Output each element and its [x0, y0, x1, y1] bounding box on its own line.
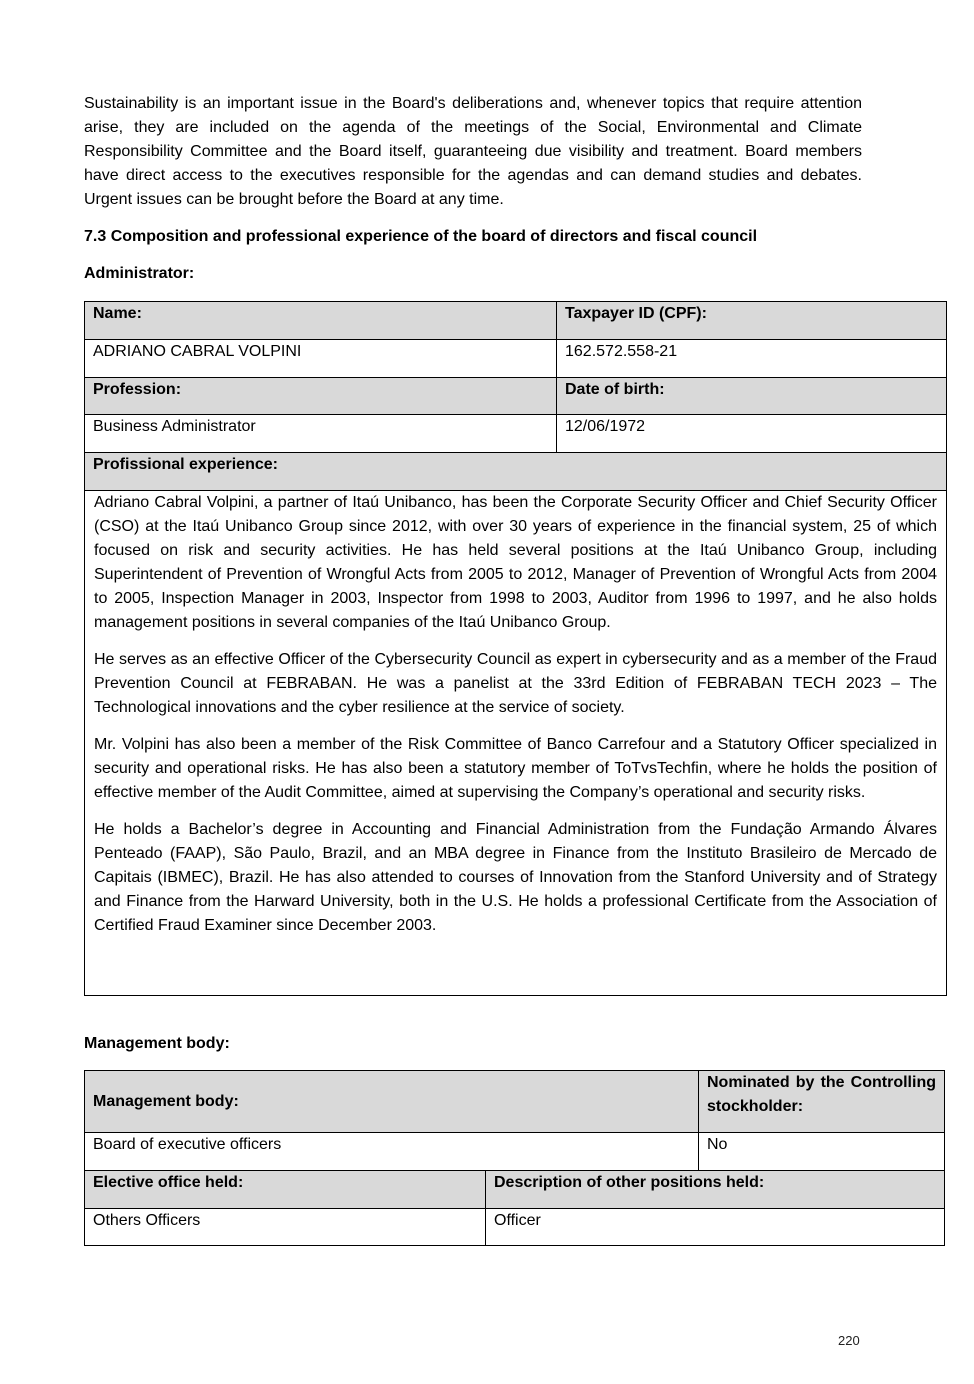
table-row	[85, 1071, 945, 1133]
experience-paragraph: He serves as an effective Officer of the Cybersecurity Council as expert in cybersecurity and as a member of the Fraud Prevention Council at FEBRABAN. He was a panelist at the 33rd Edition of FEBRABAN TECH 2023 – The Technological innovations and the cyber resilience at the service of society.	[94, 651, 937, 716]
experience-body	[85, 491, 947, 996]
experience-label: Profissional experience:	[85, 453, 947, 491]
table-row	[85, 1133, 945, 1171]
nominated-value: No	[699, 1133, 945, 1171]
other-positions-header: Description of other positions held:	[486, 1171, 945, 1209]
intro-paragraph: Sustainability is an important issue in the Board's deliberations and, whenever topics that require attention arise, they are included on the agenda of the meetings of the Social, Environmental and Climate Responsibility Committee and the Board itself, guaranteeing due visibility and treatment. Board members have direct access to the executives responsible for the agendas and can demand studies and debates. Urgent issues can be brought before the Board at any time.	[84, 95, 862, 208]
cpf-value: 162.572.558-21	[557, 340, 947, 378]
table-row	[85, 415, 947, 453]
experience-paragraph: He holds a Bachelor’s degree in Accounting and Financial Administration from the Fundação Armando Álvares Penteado (FAAP), São Paulo, Brazil, and an MBA degree in Finance from the Instituto Brasileiro de Mercado de Capitais (IBMEC), Brazil. He has also attended to courses of Innovation from the Stanford University and of Strategy and Finance from the Harward University, both in the U.S. He holds a professional Certificate from the Association of Certified Fraud Examiner since December 2003.	[94, 821, 937, 934]
other-positions-value: Officer	[486, 1209, 945, 1246]
administrator-label: Administrator:	[84, 265, 195, 282]
table-row	[85, 491, 947, 996]
table-row	[85, 453, 947, 491]
management-body-header: Management body:	[85, 1071, 699, 1133]
table-row	[85, 340, 947, 378]
table-row	[85, 1209, 945, 1246]
dob-value: 12/06/1972	[557, 415, 947, 453]
name-value: ADRIANO CABRAL VOLPINI	[85, 340, 557, 378]
management-body-label: Management body:	[84, 1035, 230, 1052]
profession-label: Profession:	[85, 378, 557, 415]
table-row	[85, 302, 947, 340]
page-number: 220	[838, 1333, 860, 1348]
nominated-header: Nominated by the Controlling stockholder:	[699, 1071, 945, 1133]
experience-paragraph: Adriano Cabral Volpini, a partner of Itaú Unibanco, has been the Corporate Security Officer and Chief Security Officer (CSO) at the Itaú Unibanco Group since 2012, with over 30 years of experience in the financial system, 25 of which focused on risk and security activities. He has held several positions at the Itaú Unibanco Group, including Superintendent of Prevention of Wrongful Acts from 2005 to 2012, Manager of Prevention of Wrongful Acts from 2004 to 2005, Inspection Manager in 2003, Inspector from 1998 to 2003, Auditor from 1996 to 1997, and he also holds management positions in several companies of the Itaú Unibanco Group.	[94, 494, 937, 631]
management-table-bottom	[84, 1170, 945, 1246]
elective-office-header: Elective office held:	[85, 1171, 486, 1209]
name-label: Name:	[85, 302, 557, 340]
profession-value: Business Administrator	[85, 415, 557, 453]
administrator-table	[84, 301, 947, 996]
experience-paragraph: Mr. Volpini has also been a member of the Risk Committee of Banco Carrefour and a Statutory Officer specialized in security and operational risks. He has also been a statutory member of ToTvsTechfin, where he holds the position of effective member of the Audit Committee, aimed at supervising the Company’s operational and security risks.	[94, 736, 937, 801]
table-row	[85, 1171, 945, 1209]
cpf-label: Taxpayer ID (CPF):	[557, 302, 947, 340]
management-table-top	[84, 1070, 945, 1171]
elective-office-value: Others Officers	[85, 1209, 486, 1246]
management-body-value: Board of executive officers	[85, 1133, 699, 1171]
table-row	[85, 378, 947, 415]
dob-label: Date of birth:	[557, 378, 947, 415]
section-title: 7.3 Composition and professional experience of the board of directors and fiscal council	[84, 228, 758, 245]
